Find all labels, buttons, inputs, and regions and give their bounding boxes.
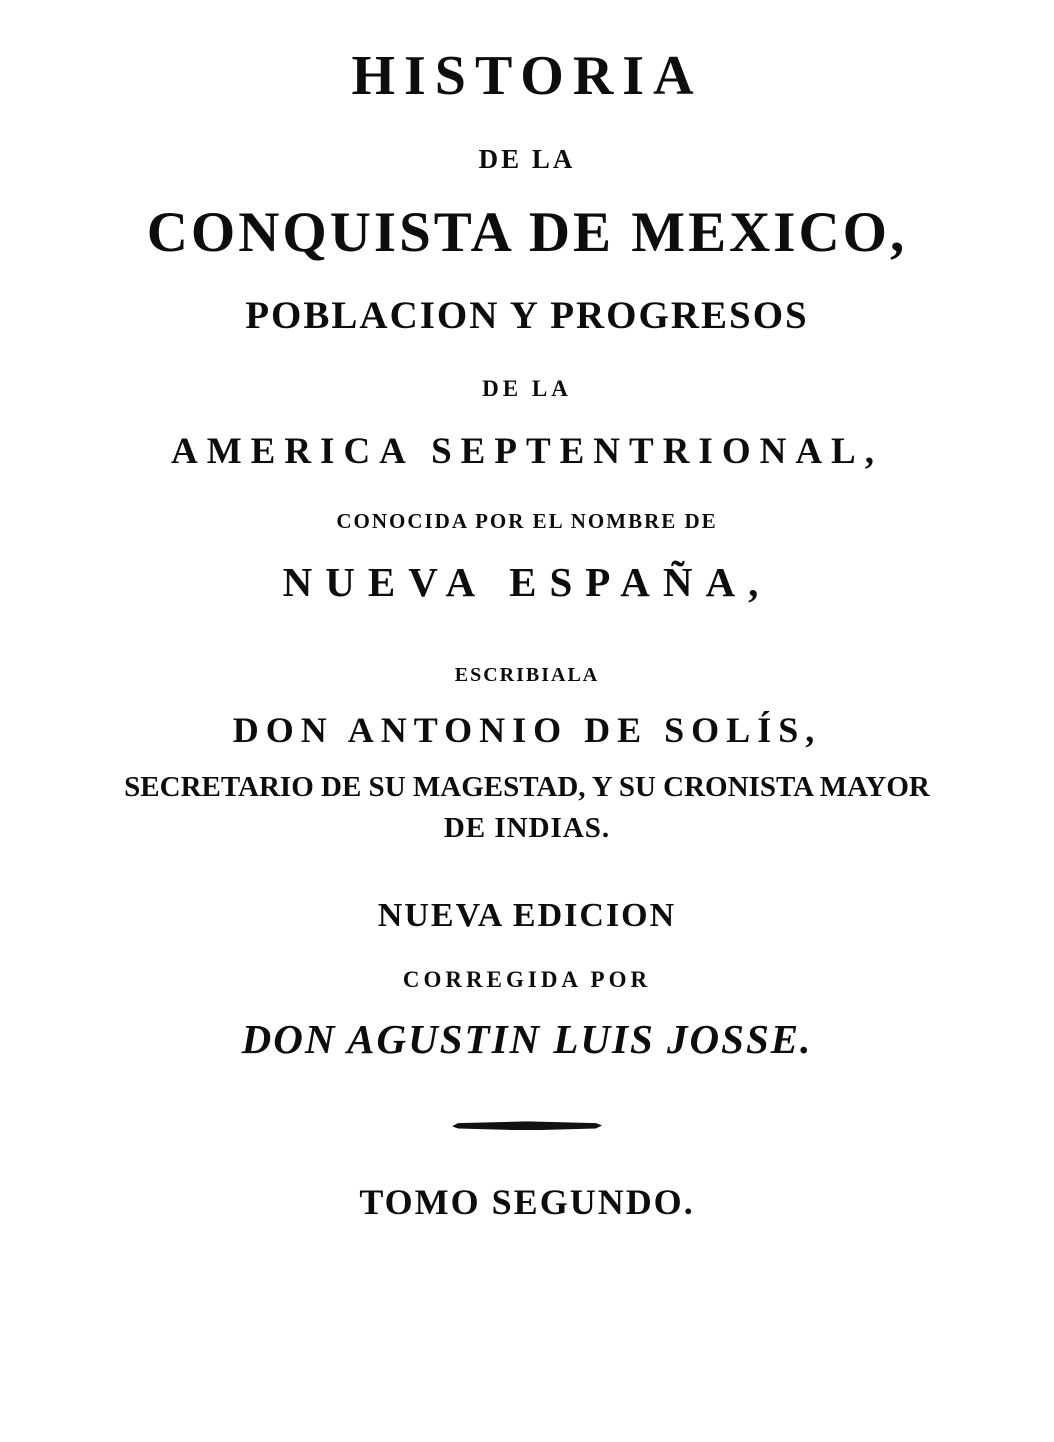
subtitle-poblacion-y-progresos: POBLACION Y PROGRESOS [245, 293, 809, 337]
page-title: HISTORIA [351, 45, 703, 107]
divider [40, 1115, 1014, 1137]
subtitle-conocida-por-el-nombre-de: CONOCIDA POR EL NOMBRE DE [336, 508, 718, 533]
author-name: DON ANTONIO DE SOLÍS, [232, 709, 822, 750]
author-title-line-2: DE INDIAS. [443, 811, 611, 844]
volume-statement: TOMO SEGUNDO. [359, 1181, 695, 1222]
subtitle-nueva-espana: NUEVA ESPAÑA, [282, 558, 772, 605]
edition-statement: NUEVA EDICION [377, 896, 677, 934]
label-corregida-por: CORREGIDA POR [402, 966, 652, 992]
author-title-line-1: SECRETARIO DE SU MAGESTAD, Y SU CRONISTA MAYOR [124, 770, 930, 803]
editor-name: DON AGUSTIN LUIS JOSSE. [241, 1015, 813, 1062]
subtitle-america-septentrional: AMERICA SEPTENTRIONAL, [171, 430, 883, 472]
subtitle-de-la-second: DE LA [482, 375, 572, 401]
ornamental-rule [452, 1121, 602, 1130]
label-escribiala: ESCRIBIALA [454, 663, 600, 686]
subtitle-de-la-first: DE LA [478, 144, 576, 174]
subtitle-conquista-de-mexico: CONQUISTA DE MEXICO, [146, 201, 908, 264]
